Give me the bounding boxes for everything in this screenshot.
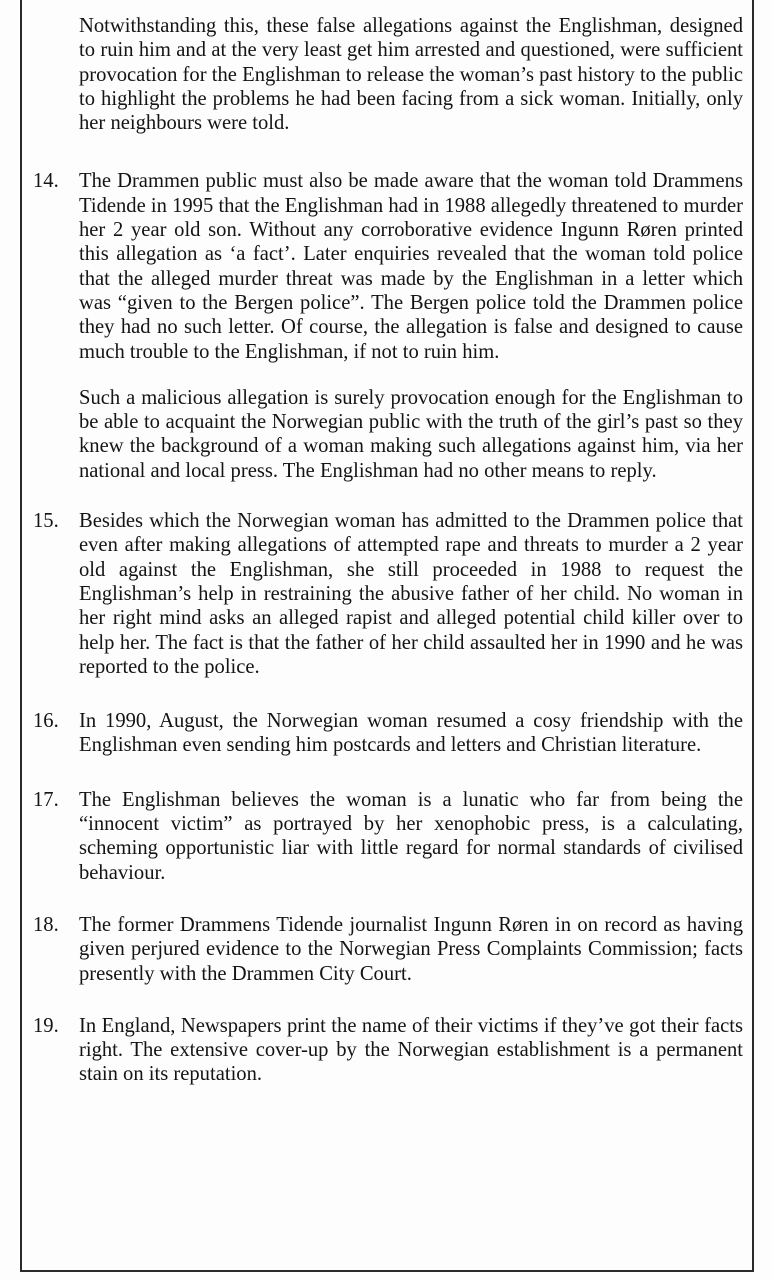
item-number: 17. bbox=[33, 788, 59, 811]
item-number: 16. bbox=[33, 710, 59, 733]
item-text: In England, Newspapers print the name of their victims if they’ve got their facts right. The extensive cover-up by the Norwegian establishment is a permanent stain on its reputation. bbox=[79, 1014, 743, 1086]
list-item-15 bbox=[33, 509, 743, 679]
item-number: 18. bbox=[33, 913, 59, 936]
item-text: The Englishman believes the woman is a lunatic who far from being the “innocent victim” as portrayed by her xenophobic press, is a calculating, scheming opportunistic liar with little regard for normal standards of civilised behaviour. bbox=[79, 788, 743, 884]
list-item-19 bbox=[33, 1014, 743, 1087]
item-text: The former Drammens Tidende journalist Ingunn Røren in on record as having given perjured evidence to the Norwegian Press Complaints Commission; facts presently with the Drammen City Court. bbox=[79, 913, 743, 985]
list-item-14 bbox=[33, 169, 743, 363]
item-number: 19. bbox=[33, 1014, 59, 1037]
list-item-16 bbox=[33, 709, 743, 758]
intro-paragraph: Notwithstanding this, these false allegations against the Englishman, designed to ruin him and at the very least get him arrested and questioned, were sufficient provocation for the Englishman to release the woman’s past history to the public to highlight the problems he had been facing from a sick woman. Initially, only her neighbours were told. bbox=[79, 15, 743, 135]
item-text: The Drammen public must also be made aware that the woman told Drammens Tidende in 1995 that the Englishman had in 1988 allegedly threatened to murder her 2 year old son. Without any corroborative evidence Ingunn Røren printed this allegation as ‘a fact’. Later enquiries revealed that the woman told police that the alleged murder threat was made by the Englishman in a letter which was “given to the Bergen police”. The Bergen police told the Drammen police they had no such letter. Of course, the allegation is false and designed to cause much trouble to the Englishman, if not to ruin him. bbox=[79, 170, 743, 363]
list-item-17 bbox=[33, 788, 743, 885]
item-14-continuation: Such a malicious allegation is surely provocation enough for the Englishman to be able to acquaint the Norwegian public with the truth of the girl’s past so they knew the background of a woman making such allegations against him, via her national and local press. The Englishman had no other means to reply. bbox=[79, 386, 743, 482]
item-number: 15. bbox=[33, 510, 59, 533]
item-number: 14. bbox=[33, 170, 59, 193]
item-text: In 1990, August, the Norwegian woman resumed a cosy friendship with the Englishman even sending him postcards and letters and Christian literature. bbox=[79, 710, 743, 757]
document-body bbox=[33, 0, 743, 1087]
list-item-18 bbox=[33, 913, 743, 986]
item-text: Besides which the Norwegian woman has admitted to the Drammen police that even after making allegations of attempted rape and threats to murder a 2 year old against the Englishman, she still proceeded in 1988 to request the Englishman’s help in restraining the abusive father of her child. No woman in her right mind asks an alleged rapist and alleged potential child killer over to help her. The fact is that the father of her child assaulted her in 1990 and he was reported to the police. bbox=[79, 510, 743, 678]
